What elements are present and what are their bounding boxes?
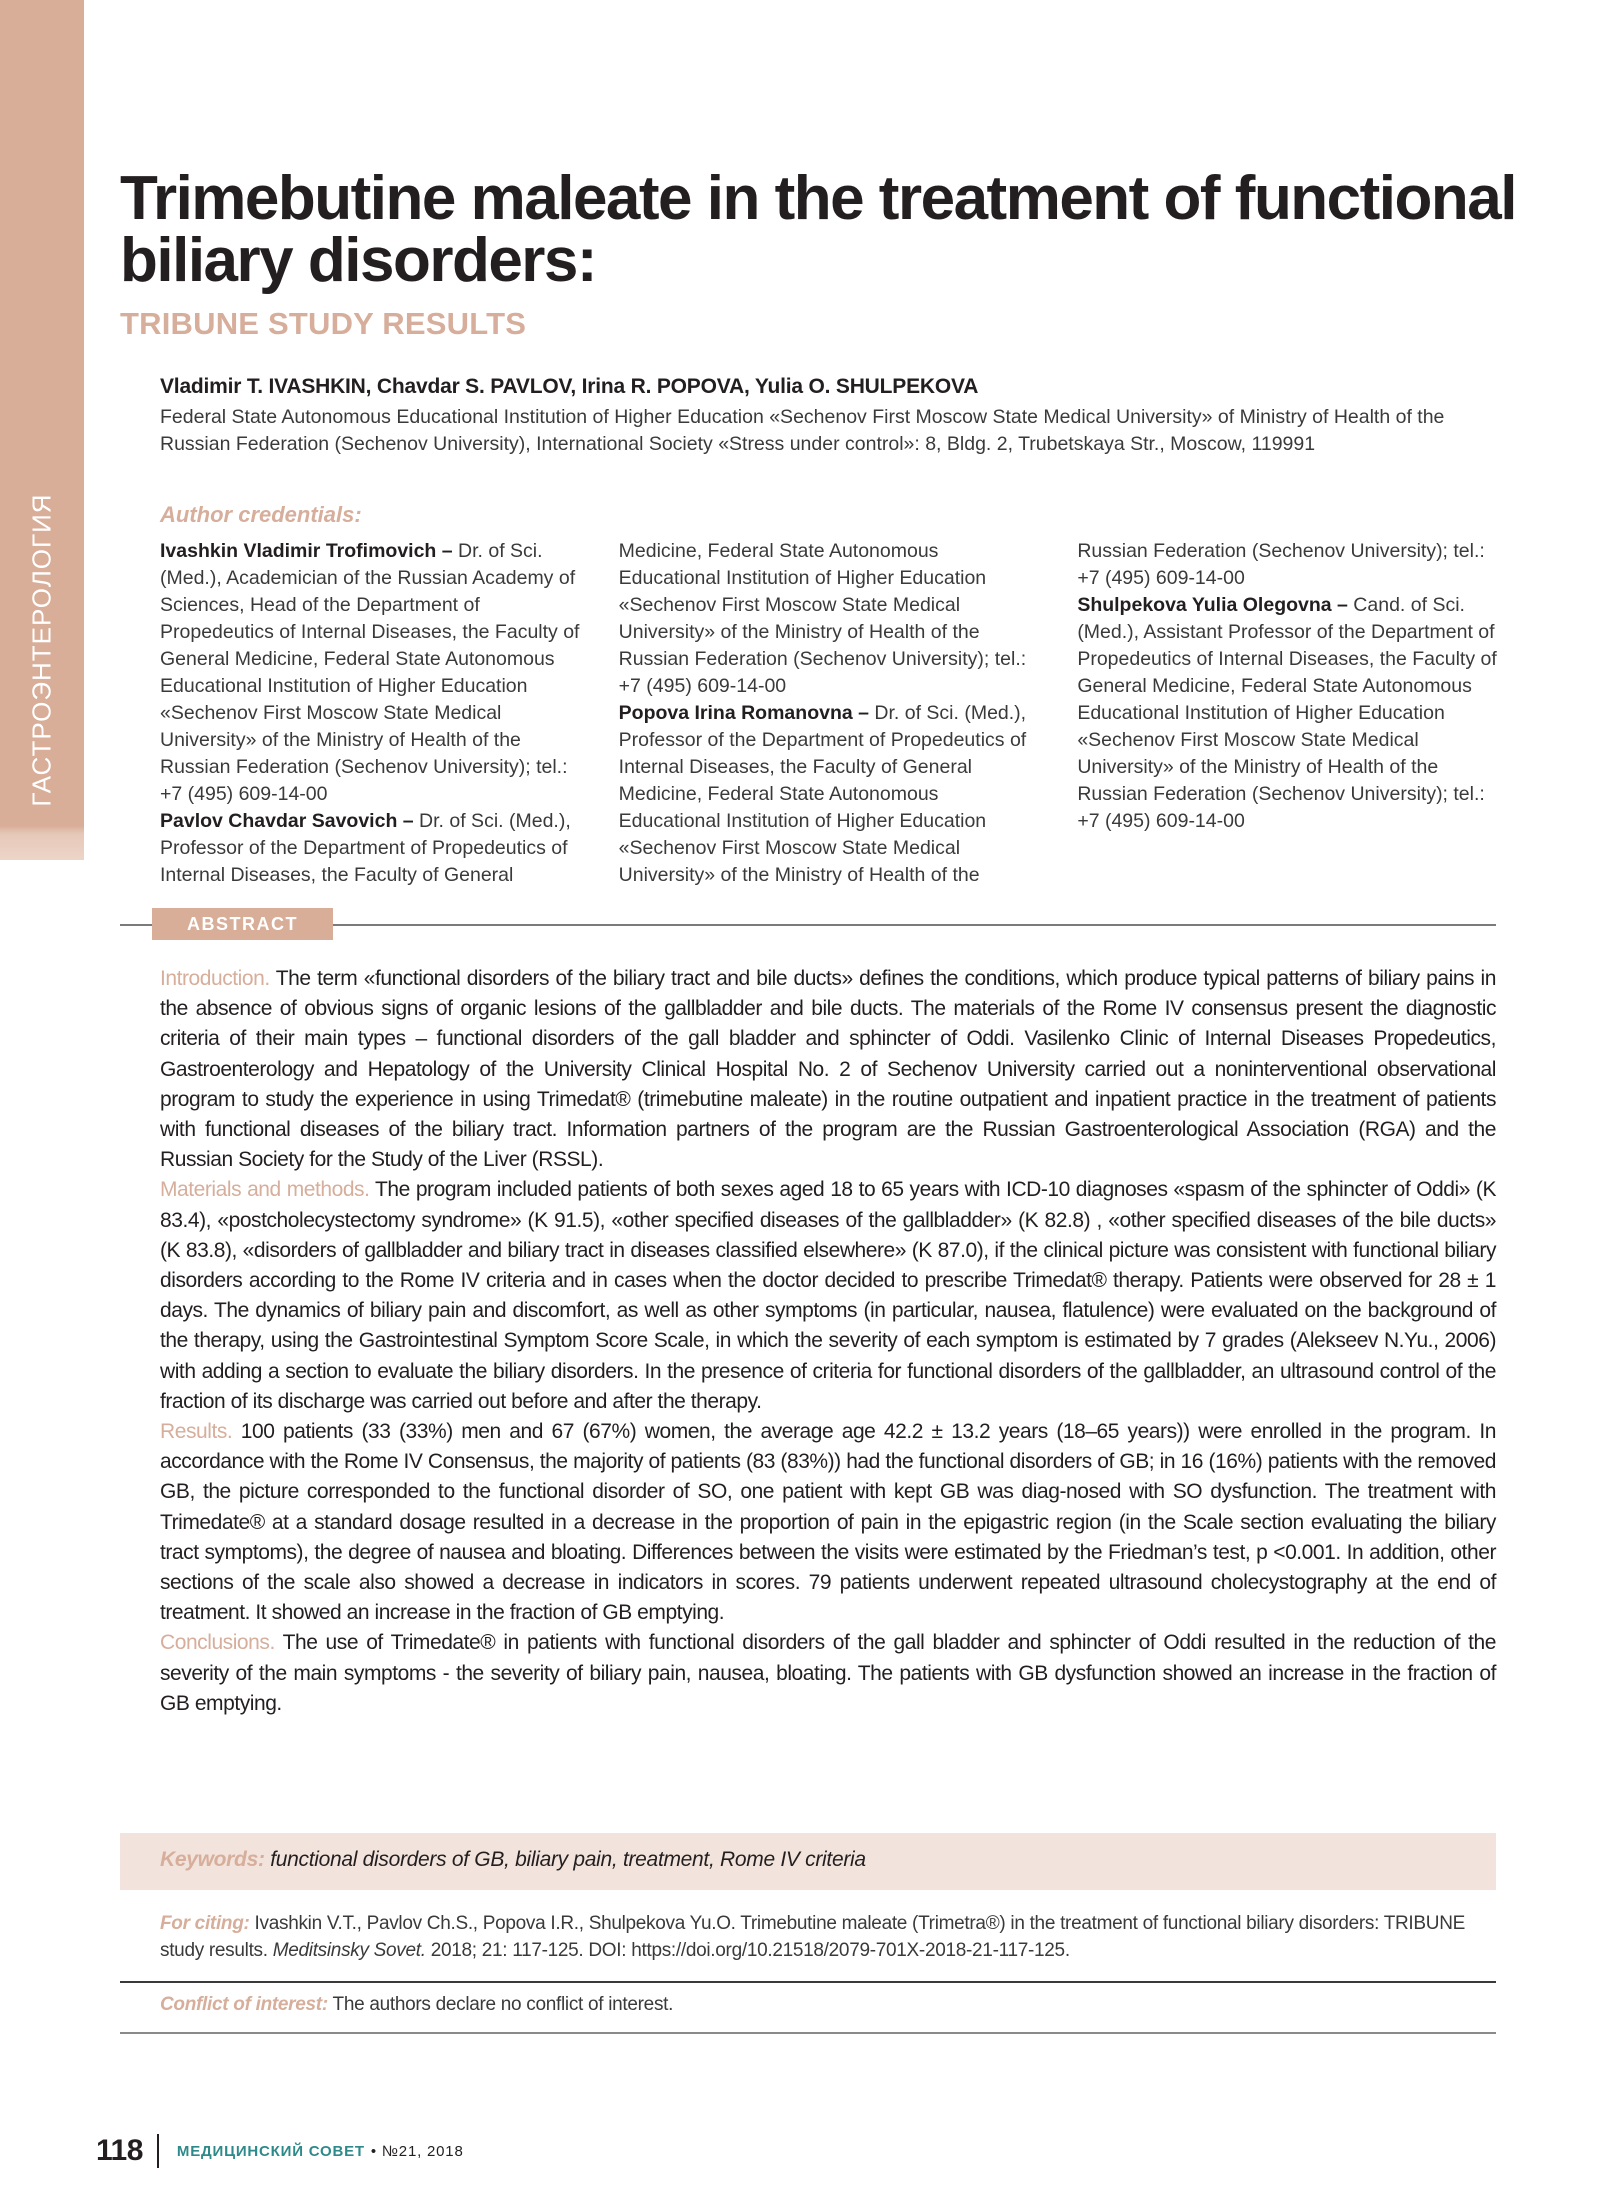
abstract-body — [160, 964, 1496, 1719]
abstract-section-introduction — [160, 964, 1496, 1175]
abstract-section-conclusions — [160, 1628, 1496, 1719]
author-affiliation: Federal State Autonomous Educational Institution of Higher Education «Sechenov First Moscow State Medical University» of Ministry of Health of the Russian Federation (Sechenov University), International Society «Stress under control»: 8, Bldg. 2, Trubetskaya Str., Moscow, 119991 — [160, 406, 1445, 455]
section-text: The use of Trimedate® in patients with functional disorders of the gall bladder and sphincter of Oddi resulted in the reduction of the severity of the main symptoms - the severity of biliary pain, nausea, bloating. The patients with GB dysfunction showed an increase in the fraction of GB emptying. — [160, 1631, 1496, 1715]
abstract-section-results — [160, 1417, 1496, 1628]
section-lead: Materials and methods. — [160, 1178, 370, 1202]
page-footer — [96, 2134, 464, 2168]
citation-divider — [120, 1981, 1496, 1983]
citation-lead: For citing: — [160, 1913, 250, 1934]
article-subtitle: TRIBUNE STUDY RESULTS — [120, 306, 527, 341]
credential-text: Dr. of Sci. (Med.), Academician of the Russian Academy of Sciences, Head of the Department of Propedeutics of Internal Diseases, the Faculty of General Medicine, Federal State Autonomous Educational Institution of Higher Education «Sechenov First Moscow State Medical University» of the Ministry of Health of the Russian Federation (Sechenov University); tel.: +7 (495) 609-14-00 — [160, 540, 580, 805]
section-lead: Conclusions. — [160, 1631, 275, 1655]
credential-entry — [160, 538, 583, 808]
section-text: The term «functional disorders of the biliary tract and bile ducts» defines the conditions, which produce typical patterns of biliary pains in the absence of obvious signs of organic lesions of the gallbladder and bile ducts. The materials of the Rome IV consensus present the diagnostic criteria of their main types – functional disorders of the gall bladder and sphincter of Oddi. Vasilenko Clinic of Internal Diseases Propedeutics, Gastroenterology and Hepatology of the University Clinical Hospital No. 2 of Sechenov University carried out a noninterventional observational program to study the experience in using Trimedat® (trimebutine maleate) in the routine outpatient and inpatient practice in the treatment of patients with functional diseases of the biliary tract. Information partners of the program are the Russian Gastroenterological Association (RGA) and the Russian Society for the Study of the Liver (RSSL). — [160, 967, 1496, 1172]
article-title: Trimebutine maleate in the treatment of functional biliary disorders: — [120, 164, 1516, 295]
section-label: ГАСТРОЭНТЕРОЛОГИЯ — [26, 493, 57, 807]
section-lead: Introduction. — [160, 967, 270, 990]
keywords-lead: Keywords: — [160, 1848, 265, 1871]
citation — [160, 1910, 1496, 1964]
citation-journal: Meditsinsky Sovet. — [272, 1940, 426, 1961]
page-number: 118 — [96, 2134, 143, 2167]
credential-name: Popova Irina Romanovna – — [618, 702, 869, 724]
section-sidebar-band — [0, 0, 84, 860]
credential-name: Ivashkin Vladimir Trofimovich – — [160, 540, 453, 562]
journal-name: МЕДИЦИНСКИЙ СОВЕТ — [176, 2142, 365, 2160]
credential-entry — [1077, 592, 1500, 835]
conflict-divider — [120, 2032, 1496, 2034]
keywords-text: functional disorders of GB, biliary pain, treatment, Rome IV criteria — [264, 1848, 866, 1871]
section-lead: Results. — [160, 1420, 233, 1444]
credential-text: Dr. of Sci. (Med.), Professor of the Department of Propedeutics of Internal Diseases, the Faculty of General Medicine, Federal State Autonomous Educational Institution of Higher Education «Sechenov First Moscow State Medical University» of the Ministry of Health of the Russian Federation (Sechenov University); tel.: +7 (495) 609-14-00 — [160, 540, 1027, 886]
issue-info: • №21, 2018 — [370, 2142, 464, 2160]
section-text: 100 patients (33 (33%) men and 67 (67%) women, the average age 42.2 ± 13.2 years (18–65 years)) were enrolled in the program. In accordance with the Rome IV Consensus, the majority of patients (83 (83%)) had the functional disorders of GB; in 16 (16%) patients with the removed GB, the picture corresponded to the functional disorder of SO, one patient with kept GB was diag-nosed with SO dysfunction. The treatment with Trimedate® at a standard dosage resulted in a decrease in the proportion of pain in the epigastric region (in the Scale section evaluating the biliary tract symptoms), the degree of nausea and bloating. Differences between the visits were estimated by the Friedman’s test, p <0.001. In addition, other sections of the scale also showed a decrease in indicators in scores. 79 patients underwent repeated ultrasound cholecystography at the end of treatment. It showed an increase in the fraction of GB emptying. — [160, 1420, 1496, 1625]
keywords — [160, 1848, 866, 1872]
citation-doi[interactable]: 2018; 21: 117-125. DOI: https://doi.org/10.21518/2079-701X-2018-21-117-125. — [425, 1940, 1070, 1961]
citation-text: Ivashkin V.T., Pavlov Ch.S., Popova I.R., Shulpekova Yu.O. Trimebutine maleate (Trimetra®) in the treatment of functional biliary disorders: TRIBUNE study results. — [160, 1913, 1465, 1961]
abstract-section-methods — [160, 1175, 1496, 1417]
section-text: The program included patients of both sexes aged 18 to 65 years with ICD-10 diagnoses «spasm of the sphincter of Oddi» (K 83.4), «postcholecystectomy syndrome» (K 91.5), «other specified diseases of the gallbladder» (K 82.8) , «other specified diseases of the bile ducts» (K 83.8), «disorders of gallbladder and biliary tract in diseases classified elsewhere» (K 87.0), if the clinical picture was consistent with functional biliary disorders according to the Rome IV criteria and in cases when the doctor decided to prescribe Trimedat® therapy. Patients were observed for 28 ± 1 days. The dynamics of biliary pain and discomfort, as well as other symptoms (in particular, nausea, flatulence) were evaluated on the background of the therapy, using the Gastrointestinal Symptom Score Scale, in which the severity of each symptom is estimated by 7 grades (Alekseev N.Yu., 2006) with adding a section to evaluate the biliary disorders. In the presence of criteria for functional disorders of the gallbladder, an ultrasound control of the fraction of its discharge was carried out before and after the therapy. — [160, 1178, 1496, 1413]
author-list: Vladimir T. IVASHKIN, Chavdar S. PAVLOV, Irina R. POPOVA, Yulia O. SHULPEKOVA — [160, 375, 979, 398]
credential-name: Shulpekova Yulia Olegovna – — [1077, 594, 1348, 616]
footer-separator — [157, 2134, 159, 2168]
credential-text: Cand. of Sci. (Med.), Assistant Professor of the Department of Propedeutics of Internal Diseases, the Faculty of General Medicine, Federal State Autonomous Educational Institution of Higher Education «Sechenov First Moscow State Medical University» of the Ministry of Health of the Russian Federation (Sechenov University); tel.: +7 (495) 609-14-00 — [1077, 594, 1497, 832]
conflict-of-interest — [160, 1994, 673, 2016]
credential-name: Pavlov Chavdar Savovich – — [160, 810, 414, 832]
abstract-tag: ABSTRACT — [152, 908, 333, 940]
conflict-text: The authors declare no conflict of interest. — [327, 1994, 674, 2015]
credential-text: Dr. of Sci. (Med.), Professor of the Department of Propedeutics of Internal Diseases, the Faculty of General Medicine, Federal State Autonomous Educational Institution of Higher Education «Sechenov First Moscow State Medical University» of the Ministry of Health of the Russian Federation (Sechenov University); tel.: +7 (495) 609-14-00 — [618, 540, 1485, 886]
conflict-lead: Conflict of interest: — [160, 1994, 328, 2015]
credentials-list — [160, 538, 1500, 889]
credentials-heading: Author credentials: — [160, 502, 362, 527]
